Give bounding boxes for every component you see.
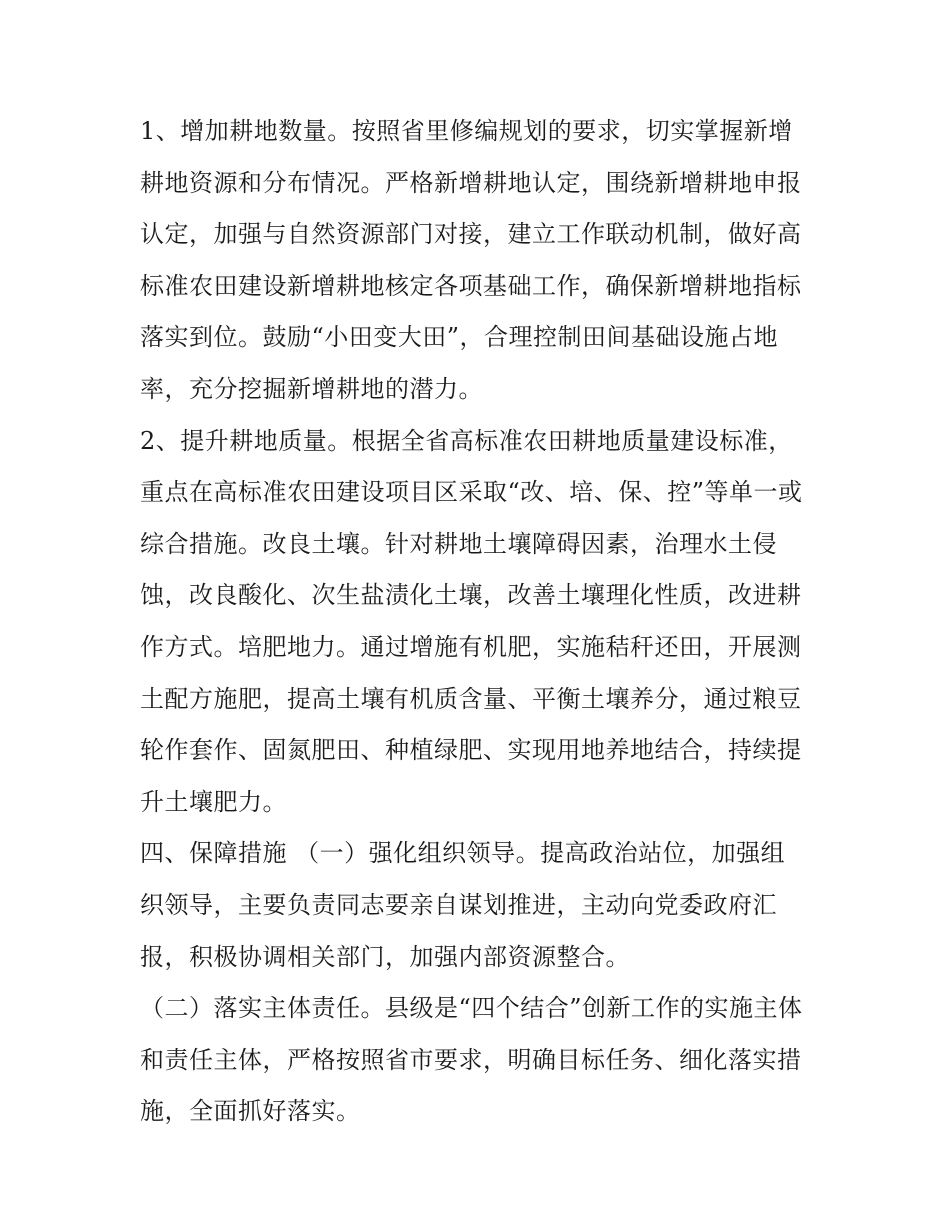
text-line: 和责任主体，严格按照省市要求，明确目标任务、细化落实措: [140, 1045, 802, 1074]
text-line: 综合措施。改良土壤。针对耕地土壤障碍因素，治理水土侵: [140, 529, 777, 558]
text-line: 落实到位。鼓励“小田变大田”，合理控制田间基础设施占地: [140, 323, 779, 352]
text-line: 耕地资源和分布情况。严格新增耕地认定，围绕新增耕地申报: [140, 168, 802, 197]
text-line: 轮作套作、固氮肥田、种植绿肥、实现用地养地结合，持续提: [140, 736, 802, 765]
text-line: （二）落实主体责任。县级是“四个结合”创新工作的实施主体: [140, 994, 803, 1023]
text-line: 率，充分挖掘新增耕地的潜力。: [140, 374, 483, 403]
text-line: 重点在高标准农田建设项目区采取“改、培、保、控”等单一或: [140, 478, 803, 507]
text-line: 报，积极协调相关部门，加强内部资源整合。: [140, 942, 630, 971]
text-line: 蚀，改良酸化、次生盐渍化土壤，改善土壤理化性质，改进耕: [140, 581, 802, 610]
text-line: 升土壤肥力。: [140, 787, 287, 816]
text-line: 土配方施肥，提高土壤有机质含量、平衡土壤养分，通过粮豆: [140, 684, 802, 713]
text-line: 施，全面抓好落实。: [140, 1097, 361, 1126]
text-line: 标准农田建设新增耕地核定各项基础工作，确保新增耕地指标: [140, 271, 802, 300]
text-line: 2、提升耕地质量。根据全省高标准农田耕地质量建设标准，: [140, 426, 793, 455]
text-line: 四、保障措施 （一）强化组织领导。提高政治站位，加强组: [140, 839, 786, 868]
text-line: 1、增加耕地数量。按照省里修编规划的要求，切实掌握新增: [140, 117, 793, 145]
text-line: 织领导，主要负责同志要亲自谋划推进，主动向党委政府汇: [140, 890, 777, 919]
document-body: [140, 106, 820, 1138]
text-line: 作方式。培肥地力。通过增施有机肥，实施秸秆还田，开展测: [140, 632, 802, 661]
text-line: 认定，加强与自然资源部门对接，建立工作联动机制，做好高: [140, 220, 802, 249]
